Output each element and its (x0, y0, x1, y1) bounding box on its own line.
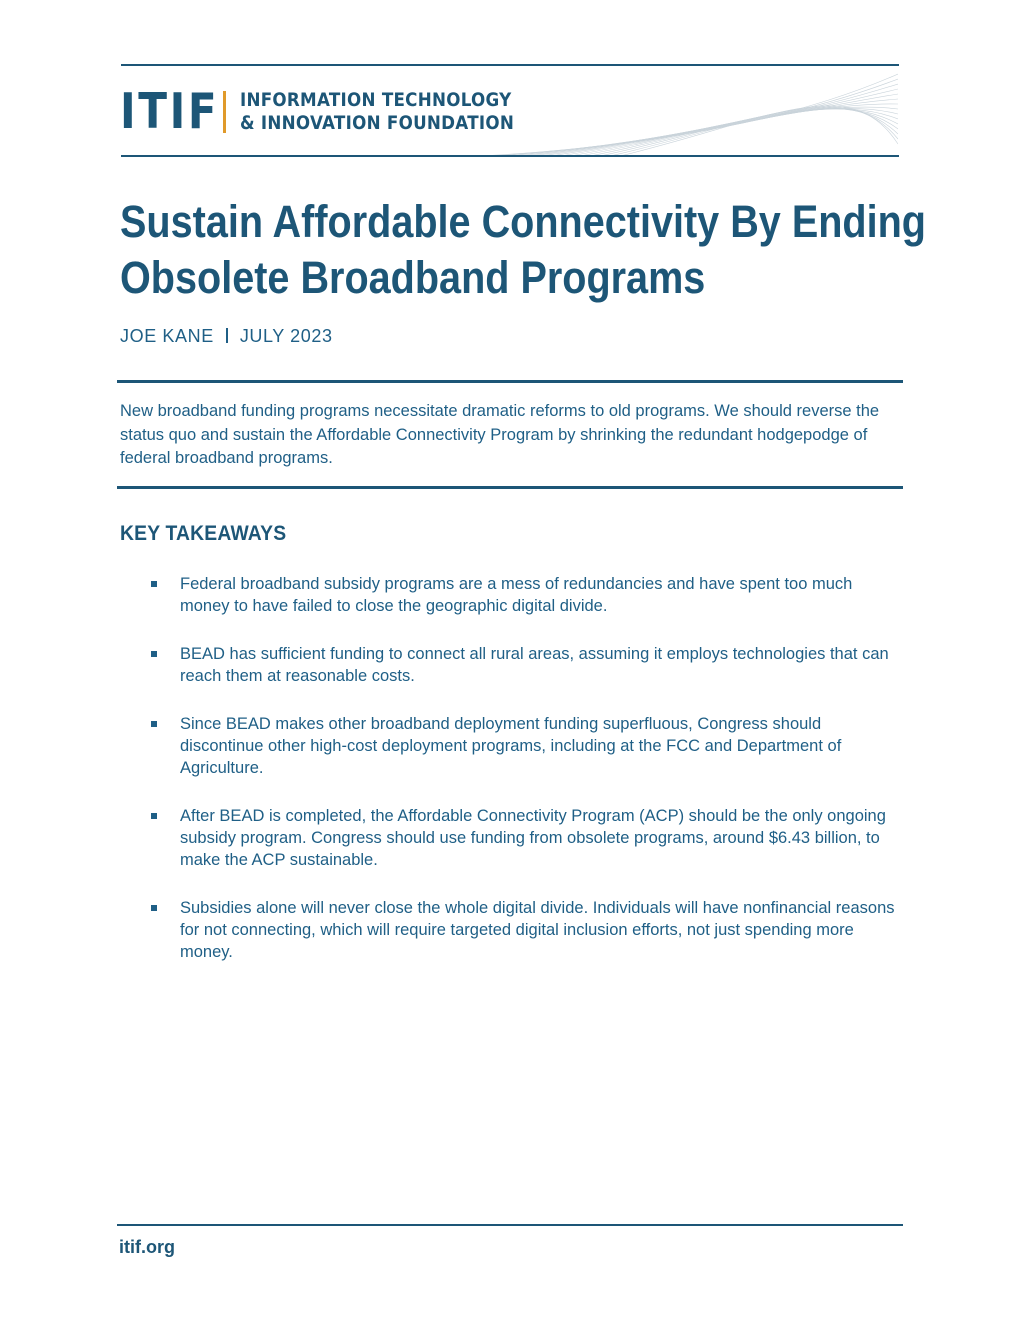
takeaway-text: Subsidies alone will never close the whole digital divide. Individuals will have nonfinancial reasons for not connecting, which will require targeted digital inclusion efforts, not just spending more money. (180, 899, 895, 961)
header-bottom-rule (121, 155, 899, 157)
takeaway-text: Since BEAD makes other broadband deployment funding superfluous, Congress should discontinue other high-cost deployment programs, including at the FCC and Department of Agriculture. (180, 715, 842, 777)
byline-separator (226, 328, 228, 343)
byline (120, 326, 333, 347)
key-takeaways-list (150, 573, 895, 989)
takeaway-text: After BEAD is completed, the Affordable Connectivity Program (ACP) should be the only ongoing subsidy program. Congress should use funding from obsolete programs, around $6.43 billion, to make the ACP sustainable. (180, 807, 886, 869)
takeaway-item (150, 573, 895, 617)
key-takeaways-heading: KEY TAKEAWAYS (120, 522, 287, 545)
takeaway-item (150, 805, 895, 871)
publication-date: JULY 2023 (239, 326, 333, 346)
takeaway-item (150, 897, 895, 963)
author-name: JOE KANE (120, 326, 214, 346)
summary-paragraph: New broadband funding programs necessitate dramatic reforms to old programs. We should reverse the status quo and sustain the Affordable Connectivity Program by shrinking the redundant hodgepodge of federal broadband programs. (120, 402, 880, 467)
footer-rule (117, 1224, 903, 1226)
takeaway-item (150, 643, 895, 687)
org-name (240, 89, 514, 135)
document-title-line1: Sustain Affordable Connectivity By Ending (120, 196, 927, 247)
takeaway-item (150, 713, 895, 779)
document-title-line2: Obsolete Broadband Programs (120, 252, 706, 303)
summary-bottom-rule (117, 486, 903, 489)
footer-site-link[interactable]: itif.org (119, 1237, 175, 1257)
bullet-icon (151, 651, 157, 657)
bullet-icon (151, 581, 157, 587)
itif-logo-wordmark: ITIF (120, 83, 220, 140)
org-name-line1: INFORMATION TECHNOLOGY (240, 89, 512, 111)
document-title (120, 194, 927, 306)
decorative-wave-lines (480, 66, 898, 156)
takeaway-text: Federal broadband subsidy programs are a mess of redundancies and have spent too much money to have failed to close the geographic digital divide. (180, 575, 853, 615)
takeaway-text: BEAD has sufficient funding to connect all rural areas, assuming it employs technologies that can reach them at reasonable costs. (180, 645, 889, 685)
bullet-icon (151, 813, 157, 819)
summary-top-rule (117, 380, 903, 383)
org-name-line2: & INNOVATION FOUNDATION (240, 112, 515, 134)
logo-divider (223, 91, 226, 133)
bullet-icon (151, 721, 157, 727)
bullet-icon (151, 905, 157, 911)
